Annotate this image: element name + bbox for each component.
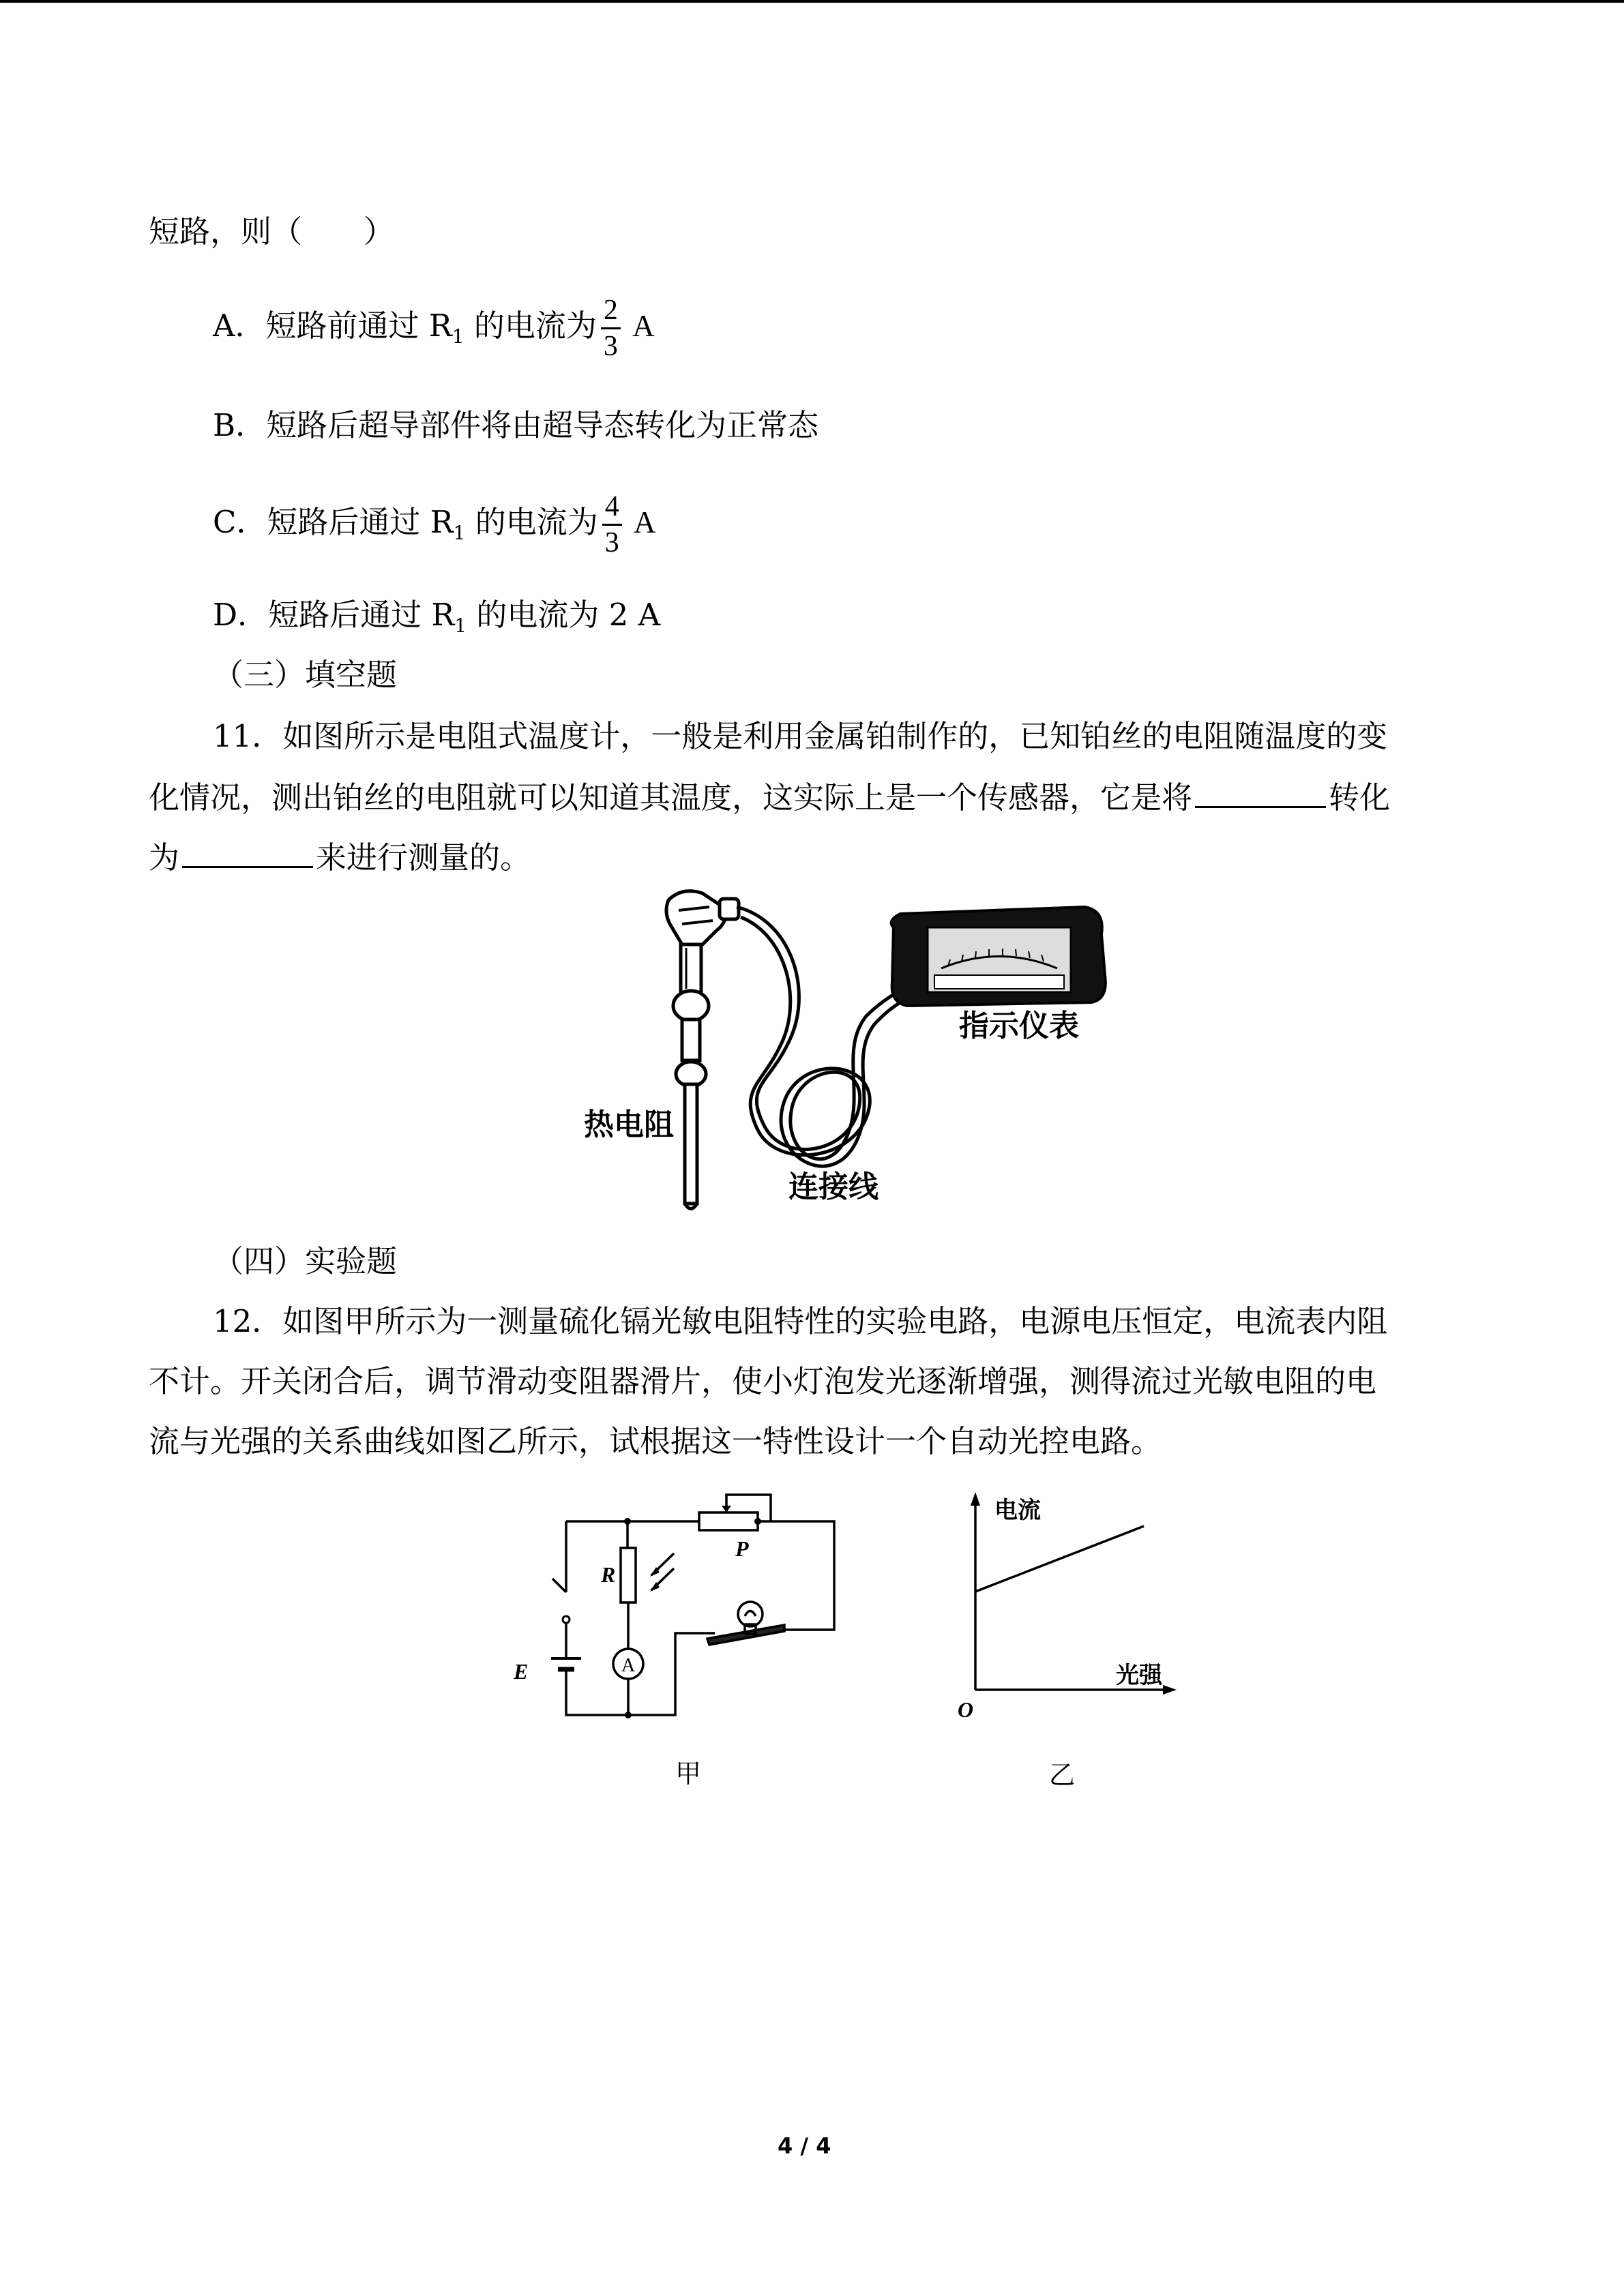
current-vs-light-graph [941, 1485, 1187, 1724]
option-c-prefix: C．短路后通过 R [213, 504, 454, 540]
option-d-mid: 的电流为 2 A [467, 597, 661, 633]
label-indicator-meter: 指示仪表 [959, 1009, 1079, 1043]
y-axis-label: 电流 [994, 1497, 1041, 1524]
q11-line1: 11．如图所示是电阻式温度计，一般是利用金属铂制作的，已知铂丝的电阻随温度的变 [213, 718, 1388, 754]
fraction-denominator: 3 [604, 527, 619, 558]
option-d-prefix: D．短路后通过 R [213, 597, 455, 633]
rheostat [699, 1512, 758, 1530]
circuit-caption: 甲 [675, 1759, 702, 1789]
q12-line2: 不计。开关闭合后，调节滑动变阻器滑片，使小灯泡发光逐渐增强，测得流过光敏电阻的电 [149, 1363, 1377, 1399]
option-a-suffix: A [624, 309, 655, 343]
wire-bottom-left [566, 1684, 628, 1715]
q10-stem-tail: 短路，则（ ） [149, 213, 395, 250]
option-a-mid: 的电流为 [464, 308, 597, 344]
q11-line3-end: 来进行测量的。 [316, 839, 531, 876]
y-axis-arrow [971, 1492, 980, 1506]
section-fill-in: （三）填空题 [213, 657, 398, 693]
switch-blade [552, 1579, 566, 1592]
option-d-subscript: 1 [454, 614, 467, 637]
q12-line3: 流与光强的关系曲线如图乙所示，试根据这一特性设计一个自动光控电路。 [149, 1423, 1162, 1459]
current-light-line [975, 1526, 1144, 1592]
label-connecting-wire: 连接线 [788, 1169, 879, 1204]
fraction-denominator: 3 [603, 331, 618, 362]
option-c-fraction [602, 490, 622, 560]
rheostat-slider [726, 1495, 771, 1521]
battery [551, 1658, 581, 1684]
x-axis-label: 光强 [1116, 1662, 1162, 1689]
q10-option-a [213, 293, 655, 363]
label-E: E [514, 1659, 529, 1684]
lamp-bulb [738, 1602, 763, 1626]
probe-head [666, 891, 739, 949]
option-a-prefix: A．短路前通过 R [213, 308, 452, 344]
label-R: R [601, 1562, 616, 1587]
q11-line2 [149, 776, 1390, 818]
page-number: 4 / 4 [778, 2133, 831, 2159]
label-thermal-resistor: 热电阻 [584, 1107, 674, 1142]
probe-stem [673, 944, 709, 1209]
option-c-subscript: 1 [453, 522, 466, 544]
answer-blank-2[interactable] [182, 836, 313, 868]
label-ammeter: A [621, 1655, 636, 1676]
q11-line2-end: 转化 [1329, 779, 1391, 816]
label-P: P [735, 1536, 749, 1561]
option-a-subscript: 1 [452, 325, 464, 348]
option-a-fraction [601, 293, 621, 363]
q10-option-d [213, 595, 660, 646]
q11-line3 [149, 836, 531, 878]
fraction-numerator: 2 [601, 293, 621, 329]
photoresistor-R [621, 1548, 636, 1602]
option-c-mid: 的电流为 [465, 504, 598, 540]
top-border [0, 0, 1624, 3]
q12-line1: 12．如图甲所示为一测量硫化镉光敏电阻特性的实验电路，电源电压恒定，电流表内阻 [213, 1303, 1388, 1339]
q10-option-b: B．短路后超导部件将由超导态转化为正常态 [213, 407, 819, 443]
fraction-numerator: 4 [602, 490, 622, 526]
q11-line3-start: 为 [149, 839, 180, 876]
section-experiment: （四）实验题 [213, 1243, 398, 1279]
circuit-diagram [505, 1480, 859, 1732]
indicator-meter [891, 907, 1106, 1006]
q10-option-c [213, 490, 656, 560]
graph-caption: 乙 [1049, 1760, 1076, 1790]
option-c-suffix: A [625, 505, 656, 539]
x-axis-arrow [1163, 1685, 1177, 1695]
answer-blank-1[interactable] [1195, 776, 1326, 808]
q11-line2-text: 化情况，测出铂丝的电阻就可以知道其温度，这实际上是一个传感器，它是将 [149, 779, 1193, 816]
origin-label: O [958, 1697, 974, 1722]
